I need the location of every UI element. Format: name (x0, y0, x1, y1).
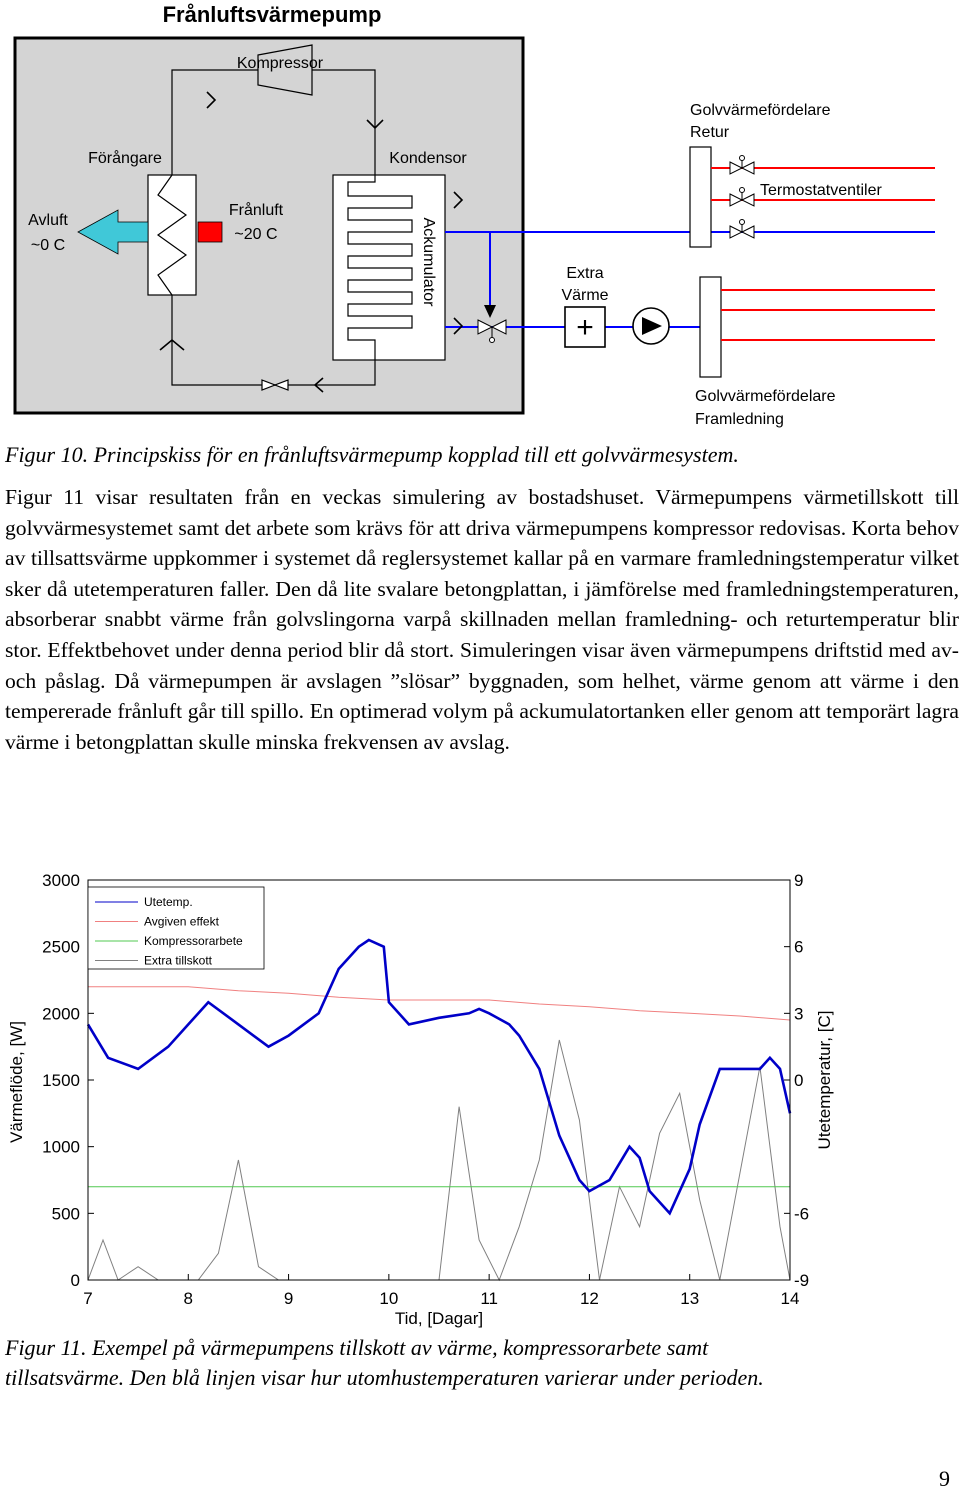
chart-marks (88, 940, 790, 1280)
plus-icon: + (576, 311, 594, 344)
left-tick-label: 2000 (42, 1004, 80, 1024)
return-manifold-icon (690, 147, 711, 247)
thermostat-valves-label: Termostatventiler (760, 182, 882, 199)
legend-label: Kompressorarbete (144, 934, 243, 948)
right-tick-label: -6 (794, 1204, 810, 1224)
chart-legend (88, 887, 264, 969)
left-tick-label: 500 (51, 1204, 80, 1224)
return-manifold-label-2: Retur (690, 124, 730, 141)
outlet-air-label-1: Avluft (28, 212, 68, 229)
right-axis-ticks (784, 871, 809, 1290)
right-tick-label: 3 (794, 1004, 804, 1024)
left-tick-label: 3000 (42, 871, 80, 890)
body-paragraph: Figur 11 visar resultaten från en veckas simulering av bostadshuset. Värmepumpens värmetillskott till golvvärmesystemet samt det arbete som krävs för att driva värmepumpens kompressor redovisas. Korta behov av tillsattsvärme uppkommer i systemet då reglersystemet kallar på en varmare framledningstemperatur vilket sker då utetemperaturen faller. Den då lite svalare betongplattan, i jämförelse med framledningstemperaturen, absorberar snabbt värme från golvslingorna varpå skillnaden mellan framledning- och returtemperatur blir stor. Effektbehovet under denna period blir då stort. Simuleringen visar även värmepumpens driftstid med av- och påslag. Då värmepumpen är avslagen ”slösar” byggnaden, som helhet, värme genom att värme i den tempererade frånluft går till spillo. En optimerad volym på ackumulatortanken eller genom att temporärt lagra värme i betongplattan skulle minska frekvensen av avslag. (5, 485, 959, 754)
x-tick-label: 10 (379, 1289, 399, 1308)
x-tick-label: 8 (183, 1289, 194, 1308)
exhaust-air-icon (198, 222, 222, 242)
left-axis-label: Värmeflöde, [W] (7, 1021, 26, 1143)
right-tick-label: -9 (794, 1271, 810, 1290)
compressor-label: Kompressor (236, 55, 324, 72)
extra-heat-label-1: Extra (566, 265, 604, 282)
series-line-1 (88, 940, 790, 1213)
left-axis-ticks (42, 871, 94, 1290)
supply-manifold-label-1: Golvvärmefördelare (695, 388, 836, 405)
x-tick-label: 12 (579, 1289, 599, 1308)
right-tick-label: 6 (794, 937, 804, 957)
legend-label: Avgiven effekt (144, 914, 219, 929)
x-tick-label: 14 (780, 1289, 800, 1308)
accumulator-label: Ackumulator (420, 217, 437, 307)
figure10-caption: Figur 10. Principskiss för en frånluftsvärmepump kopplad till ett golvvärmesystem. (5, 442, 739, 467)
left-tick-label: 1000 (42, 1137, 80, 1157)
left-tick-label: 1500 (42, 1071, 80, 1090)
heating-loops-supply (721, 290, 935, 340)
evaporator-label: Förångare (88, 150, 162, 167)
supply-manifold-icon (700, 277, 721, 377)
left-tick-label: 0 (70, 1271, 80, 1290)
outlet-air-label-2: ~0 C (30, 237, 66, 254)
series-line-2 (88, 987, 790, 1020)
x-tick-label: 7 (83, 1289, 93, 1308)
legend-label: Utetemp. (144, 895, 193, 909)
figure11-caption-line-1: Figur 11. Exempel på värmepumpens tillskott av värme, kompressorarbete samt (5, 1335, 709, 1360)
exhaust-air-label-1: Frånluft (228, 202, 284, 219)
simulation-chart (0, 862, 960, 1332)
x-tick-label: 11 (480, 1289, 498, 1308)
right-axis-label: Utetemperatur, [C] (815, 1010, 834, 1150)
right-tick-label: 9 (794, 871, 804, 890)
condenser-label: Kondensor (389, 150, 467, 167)
page-number: 9 (939, 1466, 950, 1491)
left-tick-label: 2500 (42, 937, 80, 957)
exhaust-air-label-2: ~20 C (234, 226, 278, 243)
series-line-4 (88, 1040, 790, 1280)
return-manifold-label-1: Golvvärmefördelare (690, 102, 831, 119)
supply-manifold-label-2: Framledning (695, 411, 784, 428)
thermostat-valves-icon (730, 156, 754, 239)
x-axis-ticks (83, 1274, 799, 1308)
heat-pump-diagram (0, 0, 960, 440)
x-tick-label: 13 (680, 1289, 700, 1308)
right-tick-label: 0 (794, 1071, 804, 1090)
diagram-title: Frånluftsvärmepump (162, 2, 382, 27)
legend-label: Extra tillskott (144, 953, 213, 968)
evaporator-icon (148, 175, 196, 295)
extra-heat-label-2: Värme (561, 287, 609, 304)
x-axis-label: Tid, [Dagar] (394, 1309, 484, 1328)
figure11-caption-line-2: tillsatsvärme. Den blå linjen visar hur utomhustemperaturen varierar under perioden. (5, 1365, 764, 1390)
x-tick-label: 9 (283, 1289, 294, 1308)
